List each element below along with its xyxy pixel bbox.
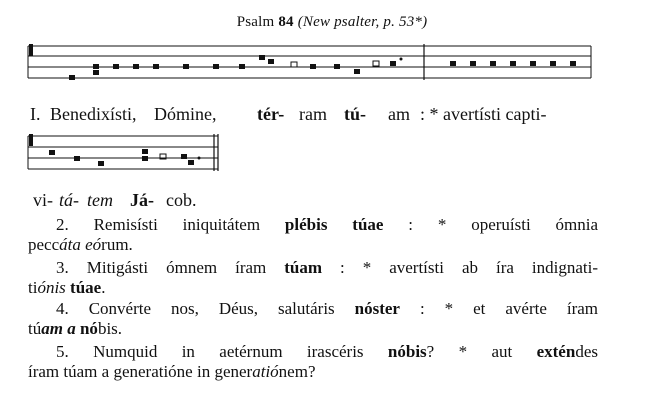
neume xyxy=(268,59,274,64)
verse-3 xyxy=(28,258,598,298)
neume xyxy=(450,61,456,66)
clef-mark xyxy=(29,134,33,146)
neume xyxy=(142,156,148,161)
dot xyxy=(198,157,201,160)
neume xyxy=(74,156,80,161)
dot xyxy=(400,58,403,61)
verse-line: 4. Convérte nos, Déus, salutáris nóster : * et avérte íram xyxy=(56,299,598,318)
verse-line: 3. Mitigásti ómnem íram túam : * avertísti ab íra indignati- xyxy=(56,258,598,277)
staff-2 xyxy=(28,134,218,171)
neume xyxy=(188,160,194,165)
neume xyxy=(69,75,75,80)
page-title: Psalm 84 (New psalter, p. 53*) xyxy=(236,14,428,30)
neume xyxy=(153,64,159,69)
neume xyxy=(550,61,556,66)
neume xyxy=(183,64,189,69)
neume xyxy=(133,64,139,69)
neume xyxy=(98,161,104,166)
verse-4 xyxy=(28,299,598,339)
neume xyxy=(390,61,396,66)
neume xyxy=(113,64,119,69)
verse-line: túam a nóbis. xyxy=(28,319,123,338)
neume xyxy=(334,64,340,69)
verse-2 xyxy=(28,215,598,255)
neume xyxy=(181,154,187,159)
verse-5 xyxy=(28,342,598,382)
neume xyxy=(470,61,476,66)
verse-line: 5. Numquid in aetérnum irascéris nóbis? * aut exténdes xyxy=(56,342,598,361)
neume xyxy=(93,70,99,75)
neume xyxy=(510,61,516,66)
staff-1-notes xyxy=(29,44,576,80)
neume xyxy=(49,150,55,155)
verse-line: íram túam a generatióne in generatiónem? xyxy=(28,362,316,381)
verse-line: peccáta eórum. xyxy=(28,235,133,254)
neume xyxy=(490,61,496,66)
neume xyxy=(239,64,245,69)
neume xyxy=(213,64,219,69)
staff-2-notes xyxy=(29,134,201,166)
neume xyxy=(310,64,316,69)
neume-hollow xyxy=(373,61,379,66)
neume xyxy=(354,69,360,74)
neume xyxy=(142,149,148,154)
verse-line: 2. Remisísti iniquitátem plébis túae : * operuísti ómnia xyxy=(56,215,599,234)
clef-mark xyxy=(29,44,33,56)
neume xyxy=(259,55,265,60)
staff-1 xyxy=(28,44,591,80)
verse-line: tiónis túae. xyxy=(28,278,106,297)
neume xyxy=(93,64,99,69)
neume xyxy=(570,61,576,66)
neume-hollow xyxy=(291,62,297,67)
neume xyxy=(530,61,536,66)
